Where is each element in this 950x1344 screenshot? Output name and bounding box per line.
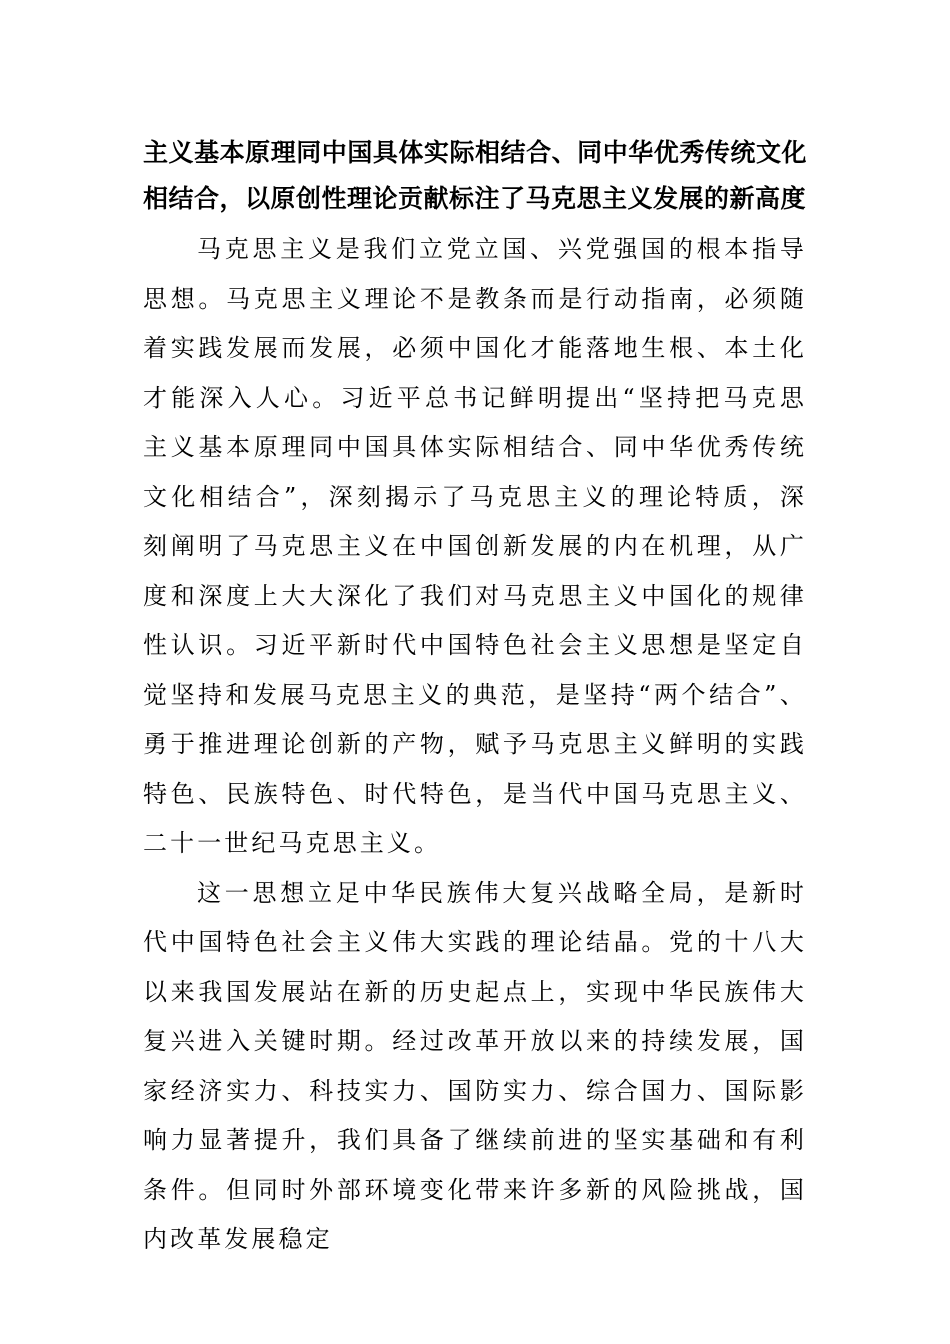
body-paragraph-1: 马克思主义是我们立党立国、兴党强国的根本指导思想。马克思主义理论不是教条而是行动指南，必须随着实践发展而发展，必须中国化才能落地生根、本土化才能深入人心。习近平总书记鲜明提出“坚持把马克思主义基本原理同中国具体实际相结合、同中华优秀传统文化相结合”，深刻揭示了马克思主义的理论特质，深刻阐明了马克思主义在中国创新发展的内在机理，从广度和深度上大大深化了我们对马克思主义中国化的规律性认识。习近平新时代中国特色社会主义思想是坚定自觉坚持和发展马克思主义的典范，是坚持“两个结合”、勇于推进理论创新的产物，赋予马克思主义鲜明的实践特色、民族特色、时代特色，是当代中国马克思主义、二十一世纪马克思主义。: [143, 235, 807, 857]
section-heading: 主义基本原理同中国具体实际相结合、同中华优秀传统文化相结合，以原创性理论贡献标注了马克思主义发展的新高度: [143, 138, 807, 213]
document-body: [143, 130, 807, 1265]
body-paragraph-2: 这一思想立足中华民族伟大复兴战略全局，是新时代中国特色社会主义伟大实践的理论结晶。党的十八大以来我国发展站在新的历史起点上，实现中华民族伟大复兴进入关键时期。经过改革开放以来的持续发展，国家经济实力、科技实力、国防实力、综合国力、国际影响力显著提升，我们具备了继续前进的坚实基础和有利条件。但同时外部环境变化带来许多新的风险挑战，国内改革发展稳定: [143, 878, 807, 1253]
